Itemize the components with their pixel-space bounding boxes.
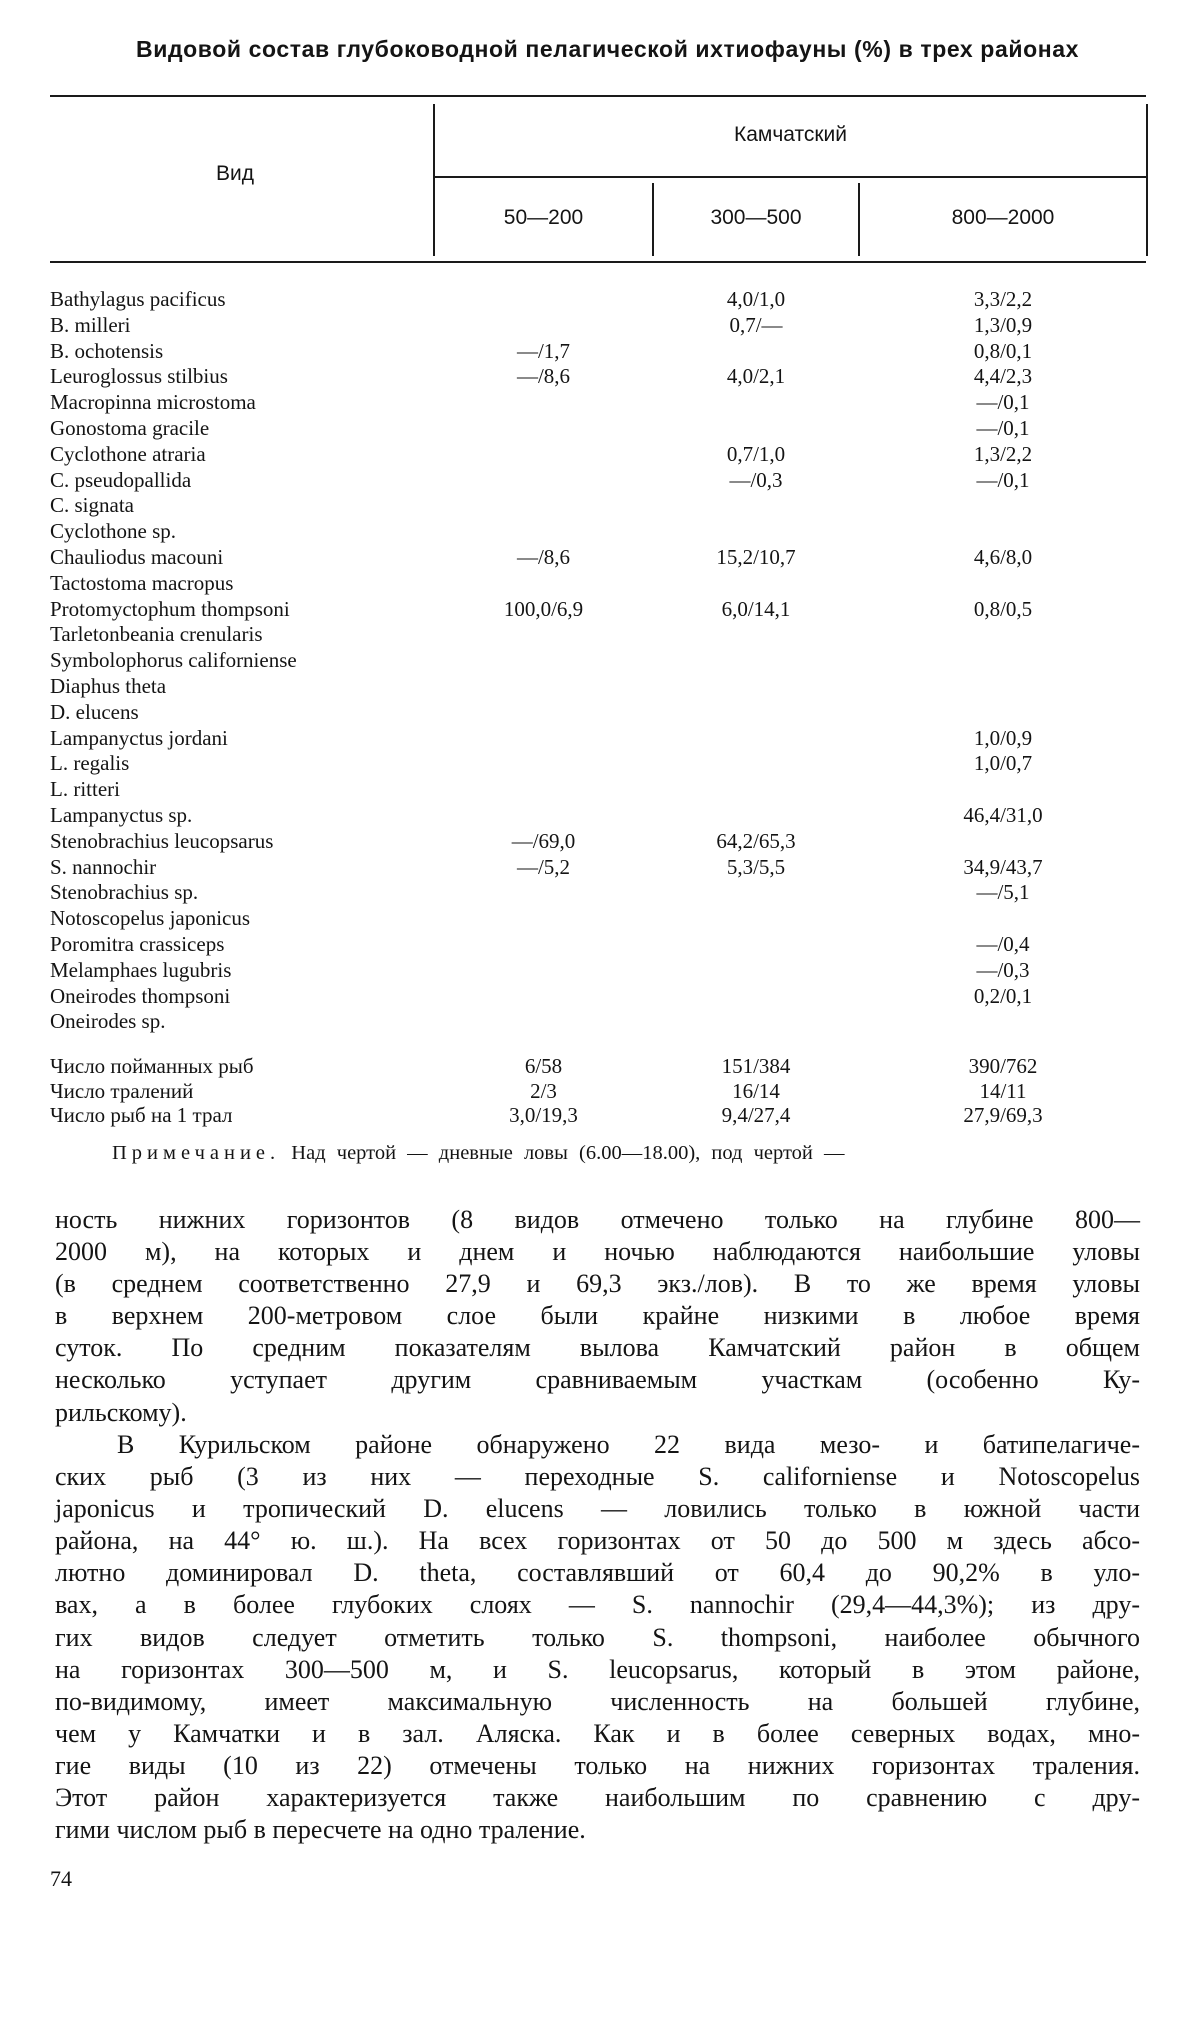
species-name: Stenobrachius leucopsarus [50, 828, 274, 853]
table-cell [435, 932, 652, 958]
species-name: Macropinna microstoma [50, 390, 256, 415]
text-line: вах, а в более глубоких слоях — S. nannochir (29,4—44,3%); из дру- [55, 1590, 1140, 1620]
text-line: гие виды (10 из 22) отмечены только на нижних горизонтах траления. [55, 1750, 1140, 1780]
text-line: 2000 м), на которых и днем и ночью наблюдаются наибольшие уловы [55, 1237, 1140, 1267]
page-number: 74 [50, 1866, 72, 1891]
table-cell: 46,4/31,0 [963, 802, 1043, 827]
table-cell: 34,9/43,7 [963, 854, 1043, 879]
table-cell [860, 622, 1146, 648]
table-cell [654, 803, 858, 829]
depth-header-300-500: 300—500 [710, 206, 802, 229]
table-cell [654, 416, 858, 442]
species-name: C. signata [50, 493, 134, 518]
summary-cell: 16/14 [732, 1078, 780, 1103]
note-text: Над чертой — дневные ловы (6.00—18.00), под чертой — [291, 1142, 845, 1164]
table-cell [435, 1009, 652, 1035]
table-cell [860, 493, 1146, 519]
species-name: Stenobrachius sp. [50, 880, 199, 905]
table-note [112, 1142, 1152, 1165]
summary-cell: 9,4/27,4 [721, 1103, 791, 1127]
species-name: Gonostoma gracile [50, 415, 210, 440]
table-cell [435, 468, 652, 494]
summary-cell: 14/11 [979, 1078, 1027, 1103]
body-paragraph-2 [55, 1429, 1140, 1846]
column-300-500 [654, 287, 858, 1035]
table-cell [654, 493, 858, 519]
table-cell: 1,0/0,9 [973, 725, 1033, 750]
table-cell [435, 416, 652, 442]
table-cell [654, 519, 858, 545]
body-paragraph-1 [55, 1204, 1140, 1429]
table-cell [654, 648, 858, 674]
table-cell [435, 674, 652, 700]
text-line: несколько уступает другим сравниваемым участкам (особенно Ку- [55, 1365, 1140, 1395]
summary-label: Число пойманных рыб [50, 1054, 254, 1078]
species-name: Notoscopelus japonicus [50, 906, 251, 931]
summary-labels [50, 1054, 410, 1128]
table-cell: 1,0/0,7 [973, 751, 1033, 776]
table-cell: —/1,7 [516, 338, 571, 363]
species-name: Lampanyctus jordani [50, 725, 228, 750]
table-cell: 4,0/2,1 [726, 364, 786, 389]
region-header: Камчатский [733, 123, 848, 146]
table-cell [435, 519, 652, 545]
table-cell: 15,2/10,7 [716, 544, 796, 569]
summary-label: Число тралений [50, 1078, 194, 1103]
table-cell: 6,0/14,1 [721, 596, 791, 621]
table-cell: —/0,1 [976, 390, 1030, 415]
table-cell [654, 622, 858, 648]
summary-cell: 390/762 [968, 1054, 1038, 1078]
summary-cell: 2/3 [530, 1078, 557, 1103]
species-name: Oneirodes sp. [50, 1009, 166, 1034]
species-name: C. pseudopallida [50, 467, 192, 492]
table-cell [654, 700, 858, 726]
text-line: рильскому). [55, 1397, 187, 1427]
table-cell [654, 726, 858, 752]
column-divider [1146, 104, 1148, 256]
text-line: лютно доминировал D. theta, составлявший от 60,4 до 90,2% в уло- [55, 1558, 1140, 1588]
header-bottom-rule [50, 261, 1146, 263]
region-underline-rule [435, 176, 1146, 178]
species-name: Cyclothone atraria [50, 441, 206, 466]
table-cell: —/0,1 [976, 415, 1030, 440]
text-line: Этот район характеризуется также наибольшим по сравнению с дру- [55, 1783, 1140, 1813]
table-cell [860, 571, 1146, 597]
table-cell [435, 803, 652, 829]
table-cell: 0,2/0,1 [973, 983, 1033, 1008]
column-50-200 [435, 287, 652, 1035]
table-cell [435, 390, 652, 416]
table-cell [654, 1009, 858, 1035]
text-line: чем у Камчатки и в зал. Аляска. Как и в более северных водах, мно- [55, 1718, 1140, 1748]
table-top-rule [50, 95, 1146, 97]
table-cell: 1,3/0,9 [973, 312, 1033, 337]
summary-cell: 27,9/69,3 [963, 1103, 1043, 1127]
table-cell [435, 648, 652, 674]
species-name: Bathylagus pacificus [50, 287, 226, 311]
summary-column-50-200 [435, 1054, 652, 1128]
species-list [50, 287, 470, 1035]
table-cell [435, 622, 652, 648]
table-cell: 0,7/1,0 [726, 441, 786, 466]
table-cell [435, 906, 652, 932]
table-cell [654, 339, 858, 365]
text-line: В Курильском районе обнаружено 22 вида мезо- и батипелагиче- [117, 1430, 1140, 1459]
table-cell [860, 674, 1146, 700]
table-cell: 100,0/6,9 [503, 596, 584, 621]
table-cell: 0,8/0,1 [973, 338, 1033, 363]
table-cell [654, 880, 858, 906]
table-cell [654, 571, 858, 597]
text-line: (в среднем соответственно 27,9 и 69,3 экз./лов). В то же время уловы [55, 1269, 1140, 1299]
text-line: на горизонтах 300—500 м, и S. leucopsarus, который в этом районе, [55, 1654, 1140, 1684]
species-name: Diaphus theta [50, 673, 167, 698]
table-cell [860, 777, 1146, 803]
table-cell: 0,8/0,5 [973, 596, 1033, 621]
species-name: D. elucens [50, 699, 139, 724]
table-cell [654, 932, 858, 958]
summary-column-300-500 [654, 1054, 858, 1128]
summary-cell: 6/58 [524, 1054, 563, 1078]
species-name: B. ochotensis [50, 338, 164, 363]
column-800-2000 [860, 287, 1146, 1035]
table-cell: 4,4/2,3 [973, 364, 1033, 389]
table-cell [860, 1009, 1146, 1035]
text-line: гих видов следует отметить только S. thompsoni, наиболее обычного [55, 1622, 1140, 1652]
species-name: Poromitra crassiceps [50, 931, 225, 956]
species-name: Tactostoma macropus [50, 570, 234, 595]
species-name: Lampanyctus sp. [50, 802, 193, 827]
summary-cell: 3,0/19,3 [509, 1103, 578, 1127]
species-name: Cyclothone sp. [50, 519, 176, 544]
table-cell: 4,0/1,0 [726, 287, 786, 311]
table-cell: —/5,1 [976, 880, 1030, 905]
table-cell [435, 287, 652, 313]
table-cell [860, 906, 1146, 932]
species-name: Symbolophorus californiense [50, 648, 297, 673]
table-cell: 0,7/— [729, 312, 783, 337]
table-cell: 5,3/5,5 [726, 854, 786, 879]
table-cell: —/69,0 [511, 828, 576, 853]
table-cell [654, 390, 858, 416]
species-name: L. ritteri [50, 777, 120, 802]
table-cell [435, 313, 652, 339]
table-cell: 3,3/2,2 [973, 287, 1033, 311]
table-cell [435, 700, 652, 726]
text-line: ность нижних горизонтов (8 видов отмечено только на глубине 800— [55, 1205, 1140, 1234]
table-cell: —/5,2 [516, 854, 571, 879]
summary-cell: 151/384 [721, 1054, 791, 1078]
table-cell [435, 958, 652, 984]
table-cell [654, 958, 858, 984]
species-name: Protomyctophum thompsoni [50, 596, 290, 621]
table-cell: —/0,3 [729, 467, 783, 492]
text-line: гими числом рыб в пересчете на одно траление. [55, 1815, 586, 1845]
table-cell [654, 751, 858, 777]
table-cell [860, 648, 1146, 674]
depth-header-50-200: 50—200 [503, 206, 584, 229]
species-name: Melamphaes lugubris [50, 957, 232, 982]
table-cell [435, 493, 652, 519]
species-name: L. regalis [50, 751, 130, 776]
species-name: S. nannochir [50, 854, 157, 879]
table-cell [860, 829, 1146, 855]
summary-label: Число рыб на 1 трал [50, 1103, 233, 1127]
depth-header-800-2000: 800—2000 [951, 206, 1055, 229]
text-line: по-видимому, имеет максимальную численность на большей глубине, [55, 1686, 1140, 1716]
table-cell [435, 442, 652, 468]
table-cell [435, 984, 652, 1010]
table-cell [435, 726, 652, 752]
table-cell [860, 519, 1146, 545]
table-cell: —/0,3 [976, 957, 1030, 982]
species-name: Oneirodes thompsoni [50, 983, 231, 1008]
table-cell [435, 777, 652, 803]
table-cell [435, 880, 652, 906]
species-name: Leuroglossus stilbius [50, 364, 228, 389]
text-line: суток. По средним показателям вылова Камчатский район в общем [55, 1333, 1140, 1363]
table-cell [435, 751, 652, 777]
text-line: в верхнем 200-метровом слое были крайне низкими в любое время [55, 1301, 1140, 1331]
text-line: ских рыб (3 из них — переходные S. californiense и Notoscopelus [55, 1462, 1140, 1492]
table-cell: —/8,6 [516, 544, 571, 569]
table-cell [435, 571, 652, 597]
species-name: Chauliodus macouni [50, 544, 224, 569]
text-line: района, на 44° ю. ш.). На всех горизонтах от 50 до 500 м здесь абсо- [55, 1526, 1140, 1556]
table-cell: 1,3/2,2 [973, 441, 1033, 466]
summary-column-800-2000 [860, 1054, 1146, 1128]
table-cell: 4,6/8,0 [973, 544, 1033, 569]
species-name: B. milleri [50, 312, 131, 337]
table-cell [860, 700, 1146, 726]
table-cell: —/8,6 [516, 364, 571, 389]
table-cell [654, 674, 858, 700]
text-line: japonicus и тропический D. elucens — ловились только в южной части [55, 1494, 1140, 1524]
species-column-header: Вид [216, 162, 254, 185]
note-label: Примечание. [112, 1142, 281, 1164]
table-cell [654, 906, 858, 932]
table-cell [654, 984, 858, 1010]
species-name: Tarletonbeania crenularis [50, 622, 263, 647]
table-cell: —/0,1 [976, 467, 1030, 492]
table-cell: 64,2/65,3 [716, 828, 796, 853]
table-cell: —/0,4 [976, 931, 1030, 956]
page-title: Видовой состав глубоководной пелагической ихтиофауны (%) в трех районах [136, 36, 1080, 62]
table-cell [654, 777, 858, 803]
